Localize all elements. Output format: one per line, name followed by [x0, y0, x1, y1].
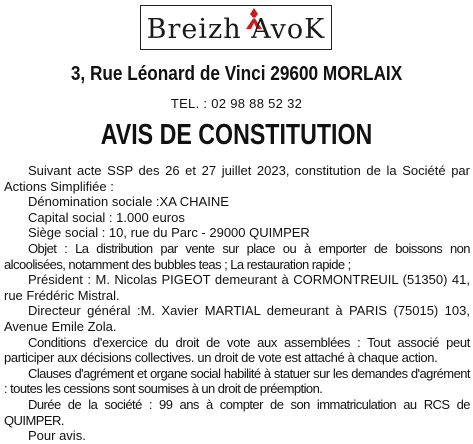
notice-paragraph-approval: Clauses d'agrément et organe social habilité à statuer sur les demandes d'agrément : toutes les cessions sont soumises à un droit de préemption.: [4, 365, 470, 397]
notice-title: AVIS DE CONSTITUTION: [100, 119, 373, 151]
notice-paragraph-purpose: Objet : La distribution par vente sur place ou à emporter de boissons non alcoolisées, notamment des bubbles teas ; La restauration rapide ;: [4, 240, 470, 272]
breizh-avok-logo: [140, 5, 332, 50]
office-phone: TEL. : 02 98 88 52 32: [170, 96, 303, 111]
notice-paragraph-closing: Pour avis.: [28, 428, 86, 444]
notice-body: [4, 163, 470, 444]
notice-paragraph-capital: Capital social : 1.000 euros: [28, 209, 185, 225]
notice-paragraph-president: Président : M. Nicolas PIGEOT demeurant à CORMONTREUIL (51350) 41, rue Frédéric Mistral.: [4, 272, 470, 303]
logo-text: Breizh AvoK: [146, 14, 326, 45]
office-address: 3, Rue Léonard de Vinci 29600 MORLAIX: [70, 63, 403, 85]
notice-paragraph-name: Dénomination sociale :XA CHAINE: [28, 194, 229, 210]
notice-paragraph-general-director: Directeur général :M. Xavier MARTIAL demeurant à PARIS (75015) 103, Avenue Emile Zola.: [4, 303, 470, 334]
notice-paragraph-duration: Durée de la société : 99 ans à compter de son immatriculation au RCS de QUIMPER.: [4, 396, 470, 428]
notice-paragraph-voting: Conditions d'exercice du droit de vote aux assemblées : Tout associé peut participer aux décisions collectives. un droit de vote est attaché à chaque action.: [4, 334, 470, 366]
notice-paragraph-intro: Suivant acte SSP des 26 et 27 juillet 2023, constitution de la Société par Actions Simplifiée :: [4, 163, 470, 194]
notice-paragraph-seat: Siège social : 10, rue du Parc - 29000 QUIMPER: [28, 225, 310, 241]
